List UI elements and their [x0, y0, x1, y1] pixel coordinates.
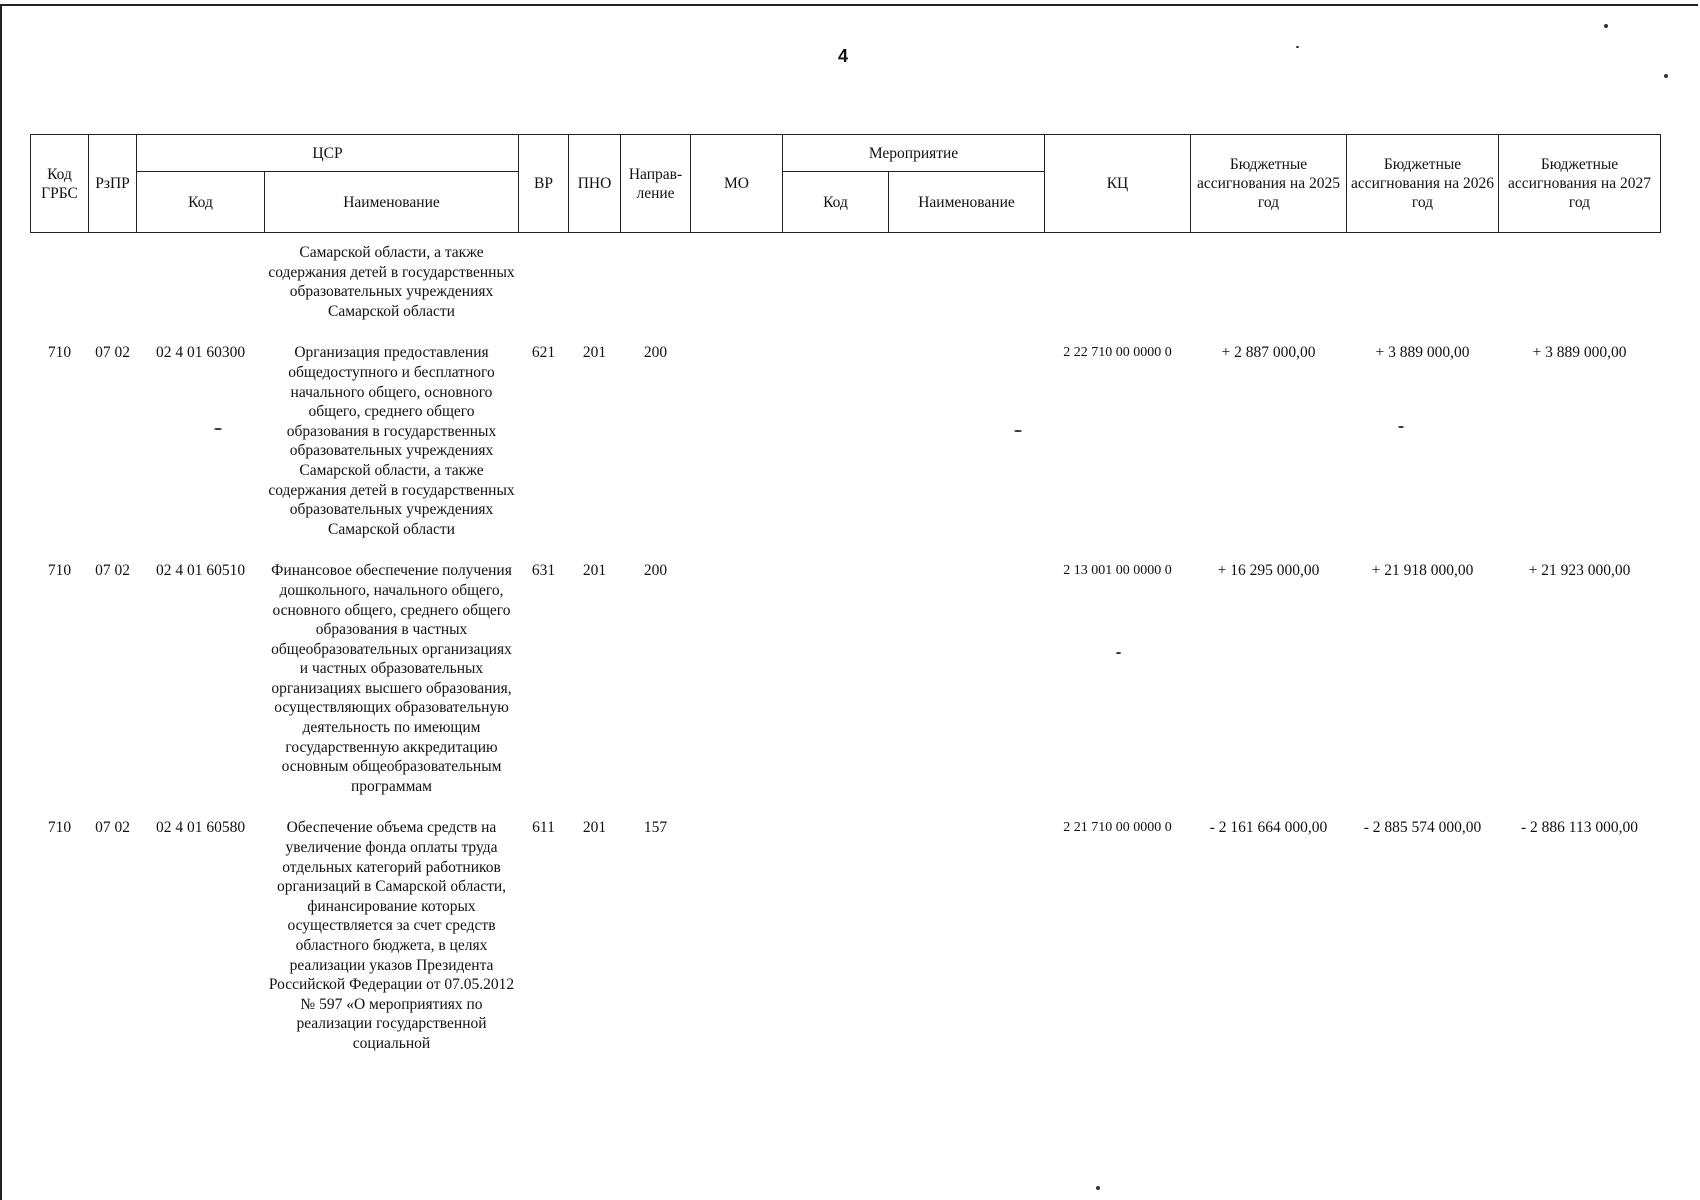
table-row [31, 331, 1661, 549]
header-2025: Бюджетные ассигнования на 2025 год [1191, 135, 1347, 233]
header-napravlenie: Направ-ление [621, 135, 691, 233]
cell-meropr-kod [783, 331, 889, 549]
table-header [31, 135, 1661, 233]
cell-2027: + 21 923 000,00 [1528, 562, 1631, 580]
header-csr-kod: Код [137, 172, 265, 233]
header-2026: Бюджетные ассигнования на 2026 год [1347, 135, 1499, 233]
cell-2027: + 3 889 000,00 [1532, 344, 1627, 362]
cell-mo [691, 806, 783, 1063]
cell-meropr-name [889, 549, 1045, 806]
cell-pno: 201 [582, 344, 607, 362]
cell-kc: 2 21 710 00 0000 0 [1063, 820, 1172, 836]
table-row [31, 806, 1661, 1063]
scan-speck [1296, 46, 1299, 48]
cell-rzpr: 07 02 [95, 562, 130, 580]
cell-pno: 201 [582, 819, 607, 837]
cell-2026: + 3 889 000,00 [1375, 344, 1470, 362]
cell-vr: 631 [531, 562, 556, 580]
cell-grbs: 710 [47, 344, 72, 362]
cell-csr-kod: 02 4 01 60300 [155, 344, 246, 362]
header-vr: ВР [519, 135, 569, 233]
table-row [31, 549, 1661, 806]
cell-napravlenie: 200 [643, 344, 668, 362]
cell-csr-kod: 02 4 01 60510 [155, 562, 246, 580]
cell-grbs: 710 [47, 562, 72, 580]
cell-mo [691, 331, 783, 549]
cell-rzpr: 07 02 [95, 819, 130, 837]
cell-meropr-name [889, 331, 1045, 549]
row-name-continuation: Самарской области, а также содержания детей в государственных образовательных учреждениях Самарской области [268, 244, 515, 320]
cell-pno: 201 [582, 562, 607, 580]
cell-2025: - 2 161 664 000,00 [1209, 819, 1328, 837]
cell-napravlenie: 157 [643, 819, 668, 837]
header-2027: Бюджетные ассигнования на 2027 год [1499, 135, 1661, 233]
cell-kc: 2 13 001 00 0000 0 [1063, 563, 1172, 579]
header-kc: КЦ [1045, 135, 1191, 233]
header-kod-grbs: Код ГРБС [31, 135, 89, 233]
scan-speck [1014, 430, 1022, 432]
header-meropr-name: Наименование [889, 172, 1045, 233]
scan-speck [1398, 426, 1404, 428]
scan-speck [214, 428, 222, 430]
cell-vr: 621 [531, 344, 556, 362]
table-body [31, 233, 1661, 1064]
scan-speck [1604, 24, 1608, 28]
cell-2025: + 16 295 000,00 [1217, 562, 1320, 580]
cell-meropr-name [889, 806, 1045, 1063]
cell-kc: 2 22 710 00 0000 0 [1063, 345, 1172, 361]
header-meropr-kod: Код [783, 172, 889, 233]
header-meropriyatie: Мероприятие [783, 135, 1045, 172]
cell-rzpr: 07 02 [95, 344, 130, 362]
scan-speck [1116, 652, 1121, 654]
scan-speck [1096, 1186, 1100, 1190]
table-row-continuation [31, 243, 1661, 331]
header-mo: МО [691, 135, 783, 233]
cell-csr-name: Обеспечение объема средств на увеличение фонда оплаты труда отдельных категорий работников организаций в Самарской области, финансирование которых осуществляется за счет средств областного бюджета, в целях реализации указов Президента Российской Федерации от 07.05.2012 № 597 «О мероприятиях по реализации государственной социальной [268, 819, 515, 1052]
cell-2027: - 2 886 113 000,00 [1521, 819, 1638, 837]
page-number: 4 [838, 46, 849, 66]
header-pno: ПНО [569, 135, 621, 233]
cell-meropr-kod [783, 806, 889, 1063]
cell-csr-name: Организация предоставления общедоступного и бесплатного начального общего, основного общего, среднего общего образования в государственных образовательных учреждениях Самарской области, а также содержания детей в государственных образовательных учреждениях Самарской области [268, 344, 515, 538]
scan-speck [1664, 74, 1668, 78]
cell-vr: 611 [532, 819, 555, 837]
header-csr-name: Наименование [265, 172, 519, 233]
budget-table [30, 134, 1661, 1064]
cell-napravlenie: 200 [643, 562, 668, 580]
cell-meropr-kod [783, 549, 889, 806]
cell-2026: + 21 918 000,00 [1371, 562, 1474, 580]
cell-2026: - 2 885 574 000,00 [1363, 819, 1482, 837]
header-csr: ЦСР [137, 135, 519, 172]
cell-csr-name: Финансовое обеспечение получения дошкольного, начального общего, основного общего, среднего общего образования в частных общеобразовательных организациях и частных образовательных организациях высшего образования, осуществляющих образовательную деятельность по имеющим государственную аккредитацию основным общеобразовательным программам [271, 562, 512, 795]
header-rzpr: РзПР [89, 135, 137, 233]
cell-grbs: 710 [47, 819, 72, 837]
cell-csr-kod: 02 4 01 60580 [155, 819, 246, 837]
cell-2025: + 2 887 000,00 [1221, 344, 1316, 362]
cell-mo [691, 549, 783, 806]
